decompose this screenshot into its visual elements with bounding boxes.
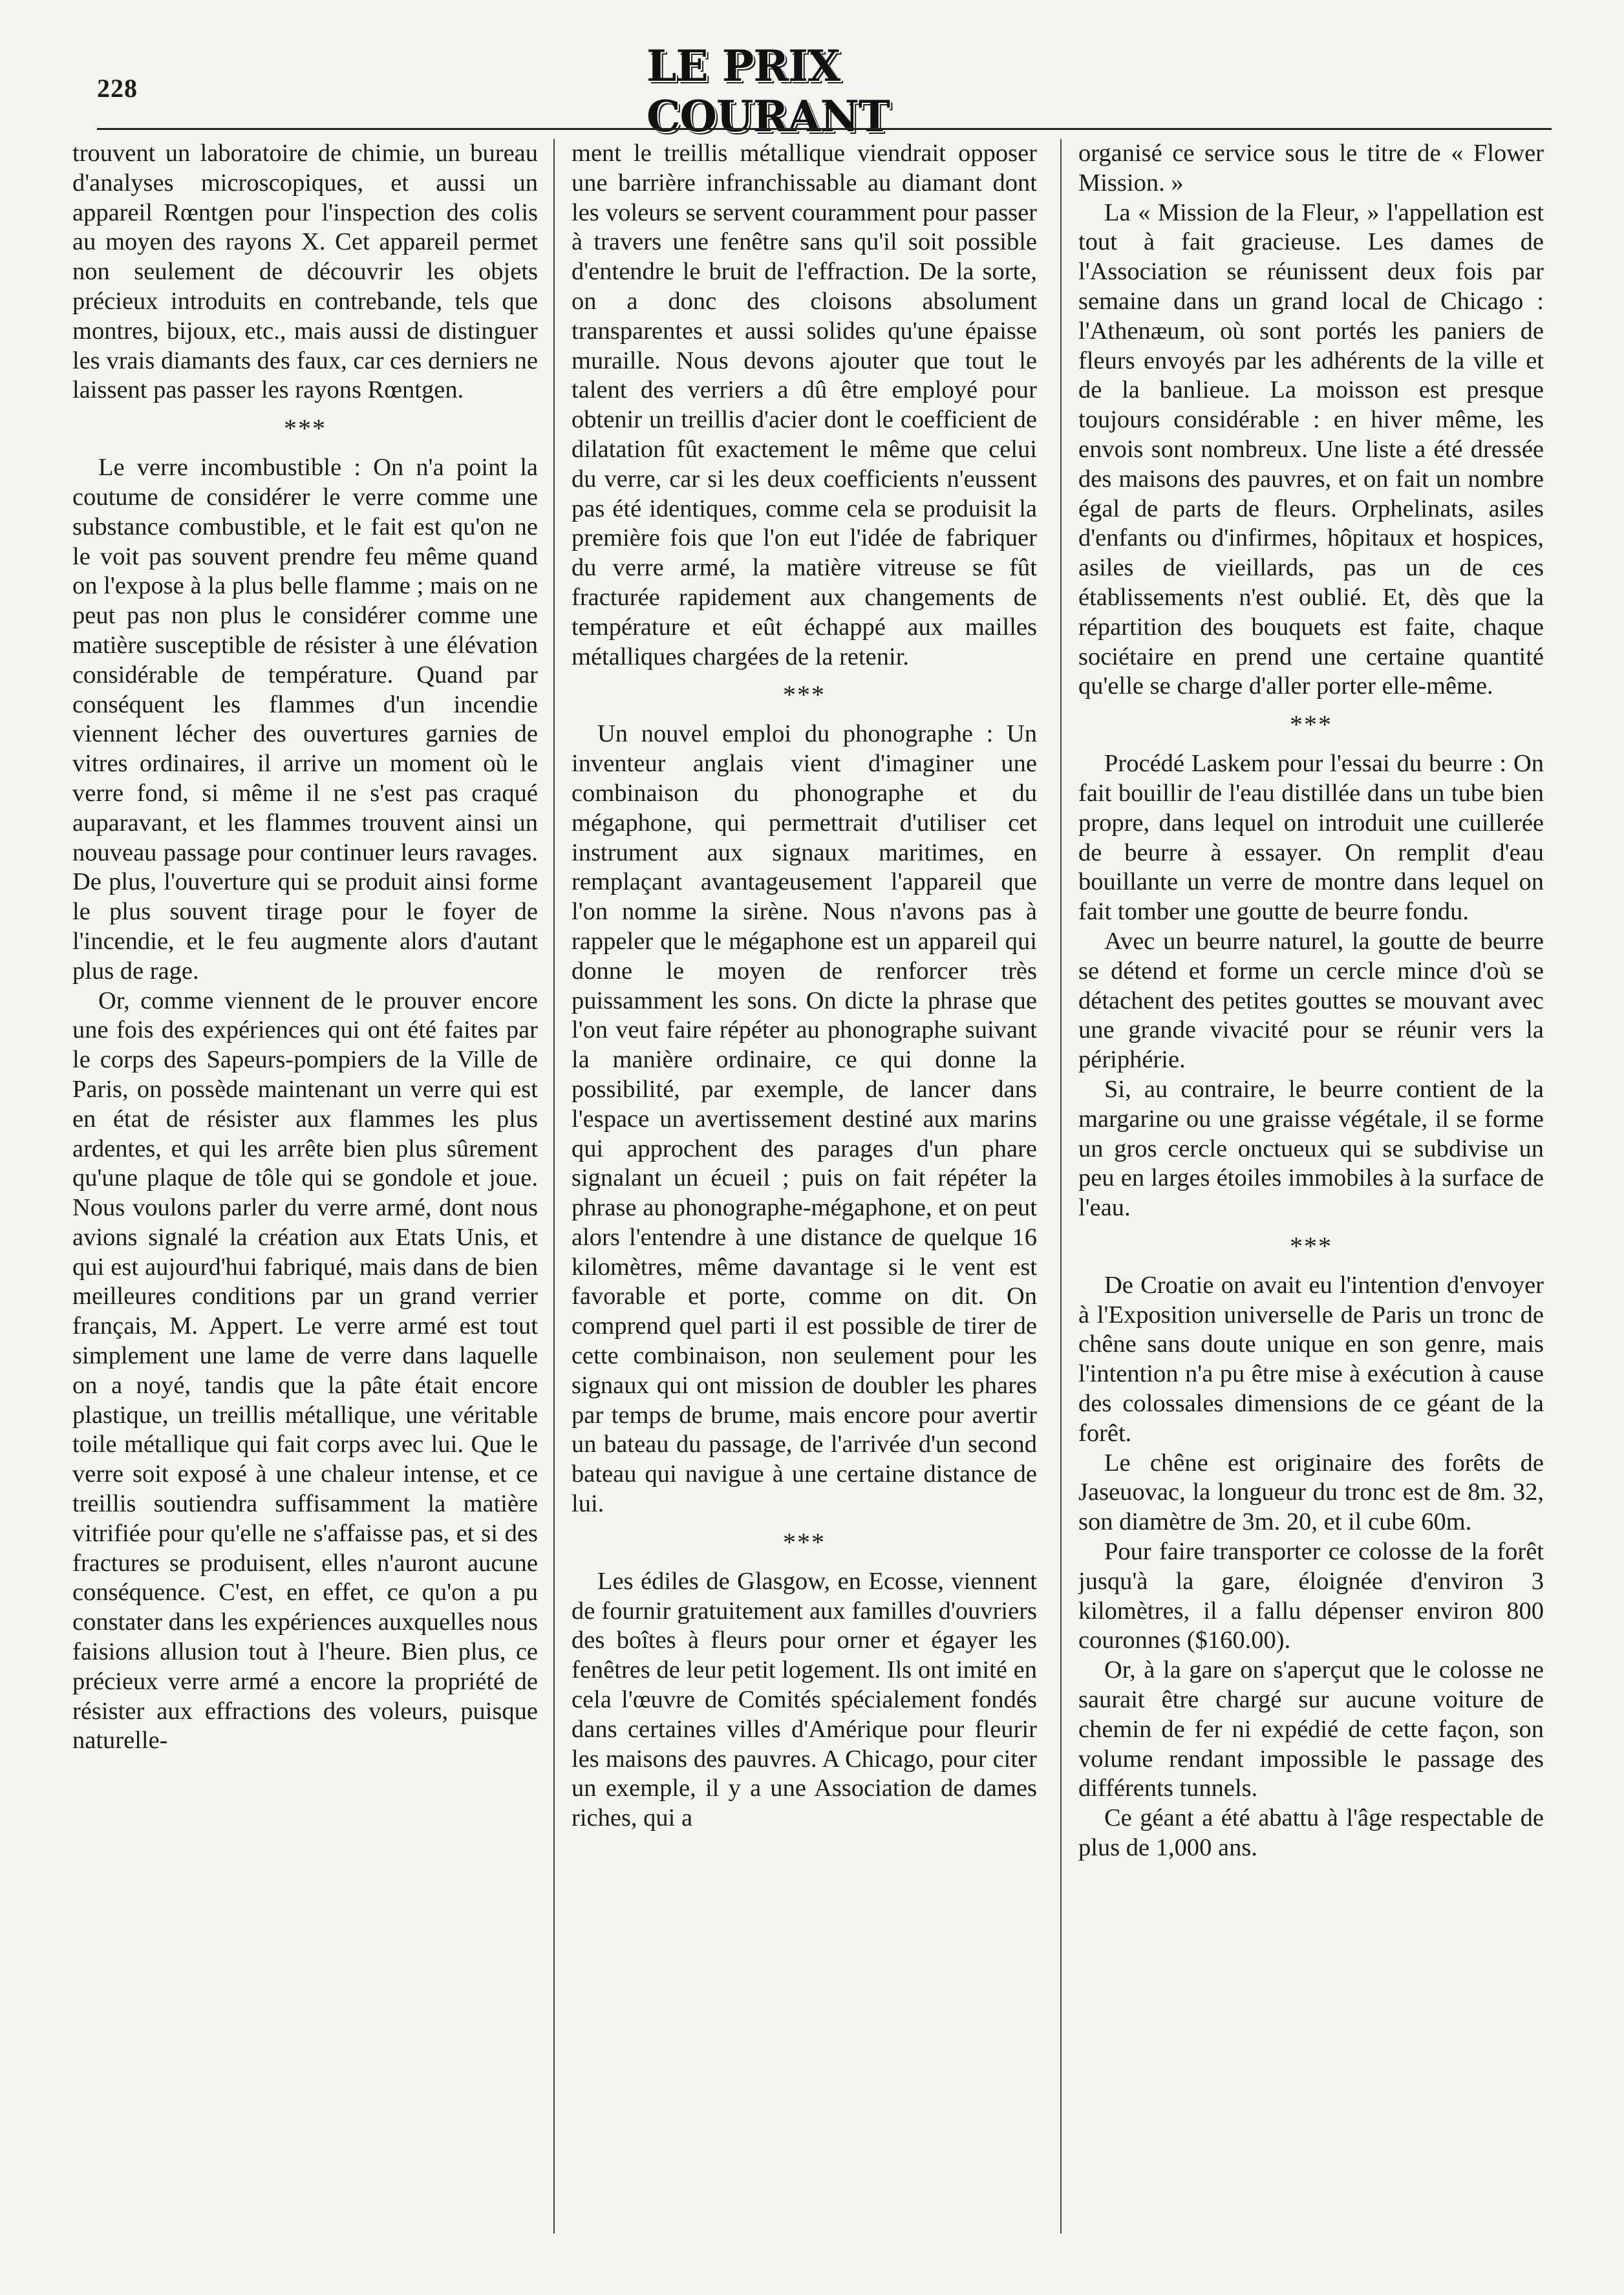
article-paragraph: Or, à la gare on s'aperçut que le colosse ne saurait être chargé sur aucune voiture de chemin de fer ni expédié de cette façon, son volume rendant impossible le passage des différents tunnels. [1078, 1656, 1544, 1802]
column-2 [572, 139, 1037, 2234]
article-paragraph: organisé ce service sous le titre de « Flower Mission. » [1078, 140, 1544, 197]
article-paragraph: Le chêne est originaire des forêts de Jaseuovac, la longueur du tronc est de 8m. 32, son diamètre de 3m. 20, et il cube 60m. [1078, 1449, 1544, 1536]
article-paragraph: Un nouvel emploi du phonographe : Un inventeur anglais vient d'imaginer une combinaison du phonographe et du mégaphone, qui permettrait d'utiliser cet instrument aux signaux maritimes, en remplaçant avantageusement l'appareil que l'on nomme la sirène. Nous n'avons pas à rappeler que le mégaphone est un appareil qui donne le moyen de renforcer très puissamment les sons. On dicte la phrase que l'on veut faire répéter au phonographe suivant la manière ordinaire, ce qui donne la possibilité, par exemple, de lancer dans l'espace un avertissement destiné aux marins qui approchent des parages d'un phare signalant un écueil ; puis on fait répéter la phrase au phonographe-mégaphone, et on peut alors l'entendre à une distance de quelque 16 kilomètres, même davantage si le vent est favorable et porte, comme on dit. On comprend quel parti il est possible de tirer de cette combinaison, non seulement pour les signaux qui ont mission de doubler les phares par temps de brume, mais encore pour avertir un bateau du passage, de l'arrivée d'un second bateau qui navigue à une certaine distance de lui. [572, 720, 1037, 1518]
asterism-separator: *** [1290, 710, 1332, 740]
article-paragraph: Procédé Laskem pour l'essai du beurre : On fait bouillir de l'eau distillée dans un tube bien propre, dans lequel on introduit une cuillerée de beurre à essayer. On remplit d'eau bouillante un verre de montre dans lequel on fait tomber une goutte de beurre fondu. [1078, 750, 1544, 926]
masthead-logo: LE PRIX COURANT [646, 41, 890, 142]
asterism-separator: *** [783, 680, 826, 710]
article-paragraph: Si, au contraire, le beurre contient de la margarine ou une graisse végétale, il se forme un gros cercle onctueux qui se subdivise un peu en larges étoiles immobiles à la surface de l'eau. [1078, 1075, 1544, 1222]
column-1 [72, 139, 538, 2234]
column-3 [1078, 139, 1544, 2234]
asterism-separator: *** [783, 1527, 826, 1557]
article-paragraph: Les édiles de Glasgow, en Ecosse, viennent de fournir gratuitement aux familles d'ouvriers des boîtes à fleurs pour orner et égayer les fenêtres de leur petit logement. Ils ont imité en cela l'œuvre de Comités spécialement fondés dans certaines villes d'Amérique pour fleurir les maisons des pauvres. A Chicago, pour citer un exemple, il y a une Association de dames riches, qui a [572, 1567, 1037, 1832]
page-number: 228 [97, 74, 138, 103]
column-divider [553, 139, 555, 2234]
asterism-separator: *** [284, 414, 326, 443]
article-paragraph: Pour faire transporter ce colosse de la forêt jusqu'à la gare, éloignée d'environ 3 kilomètres, il a fallu dépenser environ 800 couronnes ($160.00). [1078, 1538, 1544, 1654]
column-divider [1060, 139, 1062, 2234]
article-paragraph: trouvent un laboratoire de chimie, un bureau d'analyses microscopiques, et aussi un appareil Rœntgen pour l'inspection des colis au moyen des rayons X. Cet appareil permet non seulement de découvrir les objets précieux introduits en contrebande, tels que montres, bijoux, etc., mais aussi de distinguer les vrais diamants des faux, car ces derniers ne laissent pas passer les rayons Rœntgen. [72, 140, 538, 404]
article-paragraph: Or, comme viennent de le prouver encore une fois des expériences qui ont été faites par le corps des Sapeurs-pompiers de la Ville de Paris, on possède maintenant un verre qui est en état de résister aux flammes les plus ardentes, et qui les arrête bien plus sûrement qu'une plaque de tôle qui se gondole et joue. Nous voulons parler du verre armé, dont nous avions signalé la création aux Etats Unis, et qui est aujourd'hui fabriqué, mais dans de bien meilleures conditions par un grand verrier français, M. Appert. Le verre armé est tout simplement une lame de verre dans laquelle on a noyé, tandis que la pâte était encore plastique, un treillis métallique, une véritable toile métallique qui fait corps avec lui. Que le verre soit exposé à une chaleur intense, et ce treillis soutiendra suffisamment la matière vitrifiée pour qu'elle ne s'affaisse pas, et si des fractures se produisent, elles n'auront aucune conséquence. C'est, en effet, ce qu'on a pu constater dans les expériences auxquelles nous faisions allusion tout à l'heure. Bien plus, ce précieux verre armé a encore la propriété de résister aux effractions des voleurs, puisque naturelle- [72, 987, 538, 1755]
header-rule [97, 128, 1552, 130]
article-paragraph: La « Mission de la Fleur, » l'appellation est tout à fait gracieuse. Les dames de l'Association se réunissent deux fois par semaine dans un grand local de Chicago : l'Athenæum, où sont portés les paniers de fleurs envoyés par les adhérents de la ville et de la banlieue. La moisson est presque toujours considérable : en hiver même, les envois sont nombreux. Une liste a été dressée des maisons des pauvres, et on fait un nombre égal de parts de fleurs. Orphelinats, asiles d'enfants ou d'infirmes, hôpitaux et hospices, asiles de vieillards, pas un de ces établissements n'est oublié. Et, dès que la répartition des bouquets est faite, chaque sociétaire en prend une certaine quantité qu'elle se charge d'aller porter elle-même. [1078, 198, 1544, 700]
article-paragraph: De Croatie on avait eu l'intention d'envoyer à l'Exposition universelle de Paris un tronc de chêne sans doute unique en son genre, mais l'intention n'a pu être mise à exécution à cause des colossales dimensions de ce géant de la forêt. [1078, 1271, 1544, 1447]
article-paragraph: Le verre incombustible : On n'a point la coutume de considérer le verre comme une substance combustible, et le fait est qu'on ne le voit pas souvent prendre feu même quand on l'expose à la plus belle flamme ; mais on ne peut pas non plus le considérer comme une matière susceptible de résister à une élévation considérable de température. Quand par conséquent les flammes d'un incendie viennent lécher des ouvertures garnies de vitres ordinaires, il arrive un moment où le verre fond, si même il ne s'est pas craqué auparavant, et les flammes trouvent ainsi un nouveau passage pour continuer leurs ravages. De plus, l'ouverture qui se produit ainsi forme le plus souvent tirage pour le foyer de l'incendie, et le feu augmente alors d'autant plus de rage. [72, 454, 538, 985]
page-header [97, 41, 1552, 142]
asterism-separator: *** [1290, 1231, 1332, 1261]
article-paragraph: Avec un beurre naturel, la goutte de beurre se détend et forme un cercle mince d'où se détachent des petites gouttes se mouvant avec une grande vivacité pour se réunir vers la périphérie. [1078, 927, 1544, 1074]
article-paragraph: ment le treillis métallique viendrait opposer une barrière infranchissable au diamant dont les voleurs se servent couramment pour passer à travers une fenêtre sans qu'il soit possible d'entendre le bruit de l'effraction. De la sorte, on a donc des cloisons absolument transparentes et aussi solides qu'une épaisse muraille. Nous devons ajouter que tout le talent des verriers a dû être employé pour obtenir un treillis d'acier dont le coefficient de dilatation fût exactement le même que celui du verre, car si les deux coefficients n'eussent pas été identiques, comme cela se produisit la première fois que l'on eut l'idée de fabriquer du verre armé, la matière vitreuse se fût fracturée rapidement aux changements de température et eût échappé aux mailles métalliques chargées de la retenir. [572, 140, 1037, 670]
article-paragraph: Ce géant a été abattu à l'âge respectable de plus de 1,000 ans. [1078, 1804, 1544, 1862]
